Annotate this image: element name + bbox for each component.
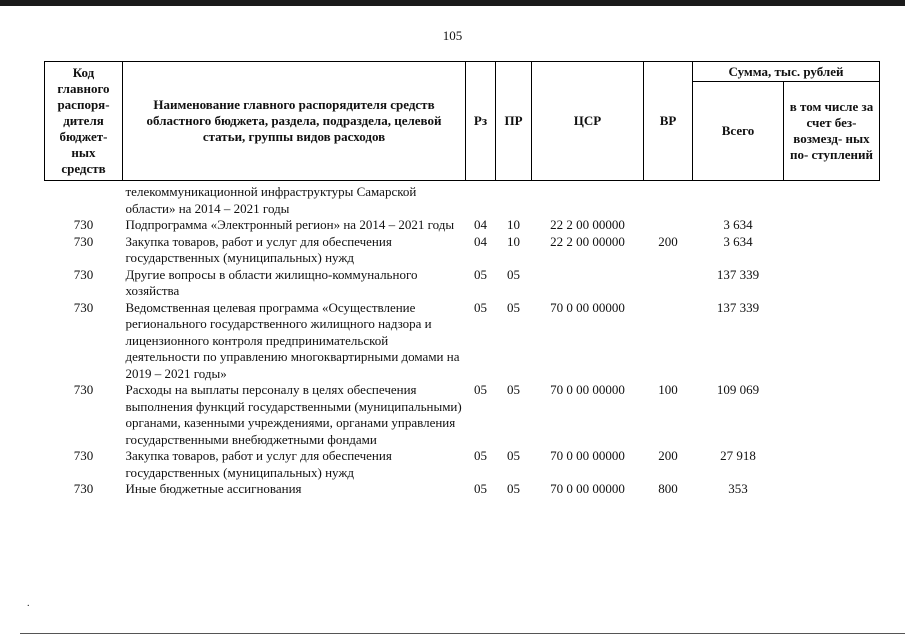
row-name: Ведомственная целевая программа «Осуществление регионального государственного жилищного надзора и лицензионного контроля предпринимательской деятельности по управлению многоквартирными домами на 2019 – 2021 годы» [125, 299, 460, 381]
row-total: 137 339 [716, 266, 760, 282]
page-number: 105 [442, 28, 463, 43]
table-header [45, 62, 880, 181]
row-vr: 200 [658, 448, 678, 463]
row-vr [644, 181, 693, 218]
row-extra [784, 217, 880, 234]
row-code: 730 [73, 382, 94, 397]
row-total [693, 181, 784, 218]
row-code: 730 [73, 299, 94, 315]
row-rz: 05 [474, 448, 487, 463]
row-csr [532, 267, 644, 300]
scan-speck: . [27, 598, 30, 609]
row-csr: 22 2 00 00000 [550, 233, 625, 249]
scan-edge-bottom [0, 628, 905, 640]
row-pr: 05 [507, 299, 520, 315]
header-csr: ЦСР [532, 62, 644, 181]
scan-edge-top [0, 0, 905, 6]
row-total: 353 [728, 481, 748, 496]
row-vr: 800 [658, 481, 678, 496]
table-row [45, 181, 880, 218]
row-extra [784, 382, 880, 448]
budget-table [44, 61, 880, 498]
row-vr: 100 [658, 382, 678, 397]
header-rz: Рз [466, 62, 496, 181]
table-body [45, 181, 880, 498]
row-pr: 05 [507, 266, 520, 282]
table-row [45, 300, 880, 383]
header-vr: ВР [644, 62, 693, 181]
row-rz: 04 [474, 233, 487, 249]
row-rz: 05 [474, 299, 487, 315]
row-name: Иные бюджетные ассигнования [125, 481, 302, 496]
row-rz: 05 [474, 481, 487, 496]
row-rz: 05 [474, 382, 487, 397]
row-pr [496, 181, 532, 218]
row-code: 730 [73, 481, 94, 496]
row-extra [784, 234, 880, 267]
row-pr: 05 [507, 481, 520, 496]
table-row [45, 382, 880, 448]
row-code: 730 [73, 233, 94, 249]
row-code: 730 [73, 217, 94, 232]
row-name: Другие вопросы в области жилищно-коммунального хозяйства [125, 266, 418, 298]
row-pr: 05 [507, 382, 520, 397]
row-extra [784, 181, 880, 218]
table-row [45, 481, 880, 498]
header-pr: ПР [496, 62, 532, 181]
table-row [45, 448, 880, 481]
row-code: 730 [73, 448, 94, 463]
row-total: 109 069 [716, 382, 760, 397]
row-rz: 04 [474, 217, 487, 232]
row-extra [784, 267, 880, 300]
row-csr: 22 2 00 00000 [550, 217, 625, 232]
row-name: Расходы на выплаты персоналу в целях обеспечения выполнения функций государственными (муниципальными) органами, казенными учреждениями, органами управления государственными внебюджетными фондами [125, 382, 462, 447]
row-csr: 70 0 00 00000 [550, 448, 625, 463]
row-code: 730 [73, 266, 94, 282]
row-total: 3 634 [723, 233, 753, 249]
row-name: Закупка товаров, работ и услуг для обеспечения государственных (муниципальных) нужд [125, 233, 392, 265]
table-row [45, 234, 880, 267]
header-total: Всего [693, 82, 784, 181]
table-row [45, 267, 880, 300]
row-vr: 200 [658, 233, 678, 249]
header-sum-group: Сумма, тыс. рублей [693, 62, 880, 82]
row-vr [644, 217, 693, 234]
row-vr [644, 300, 693, 383]
row-csr: 70 0 00 00000 [550, 299, 625, 315]
header-code: Код главного распоря- дителя бюджет- ных средств [45, 62, 123, 181]
row-name: Закупка товаров, работ и услуг для обеспечения государственных (муниципальных) нужд [125, 448, 392, 480]
row-pr: 10 [507, 217, 520, 232]
row-csr: 70 0 00 00000 [550, 382, 625, 397]
row-total: 27 918 [720, 448, 756, 463]
row-extra [784, 300, 880, 383]
row-pr: 05 [507, 448, 520, 463]
row-vr [644, 267, 693, 300]
row-rz: 05 [474, 266, 487, 282]
header-extra: в том числе за счет без- возмезд- ных по- ступлений [784, 82, 880, 181]
header-name: Наименование главного распорядителя средств областного бюджета, раздела, подраздела, целевой статьи, группы видов расходов [123, 62, 466, 181]
table-row [45, 217, 880, 234]
row-total: 137 339 [716, 299, 760, 315]
row-pr: 10 [507, 233, 520, 249]
row-name: телекоммуникационной инфраструктуры Самарской области» на 2014 – 2021 годы [125, 184, 417, 216]
row-total: 3 634 [723, 217, 753, 232]
row-extra [784, 481, 880, 498]
row-code [45, 181, 123, 218]
row-csr [532, 181, 644, 218]
row-extra [784, 448, 880, 481]
row-csr: 70 0 00 00000 [550, 481, 625, 496]
row-name: Подпрограмма «Электронный регион» на 2014 – 2021 годы [125, 217, 455, 232]
row-rz [466, 181, 496, 218]
